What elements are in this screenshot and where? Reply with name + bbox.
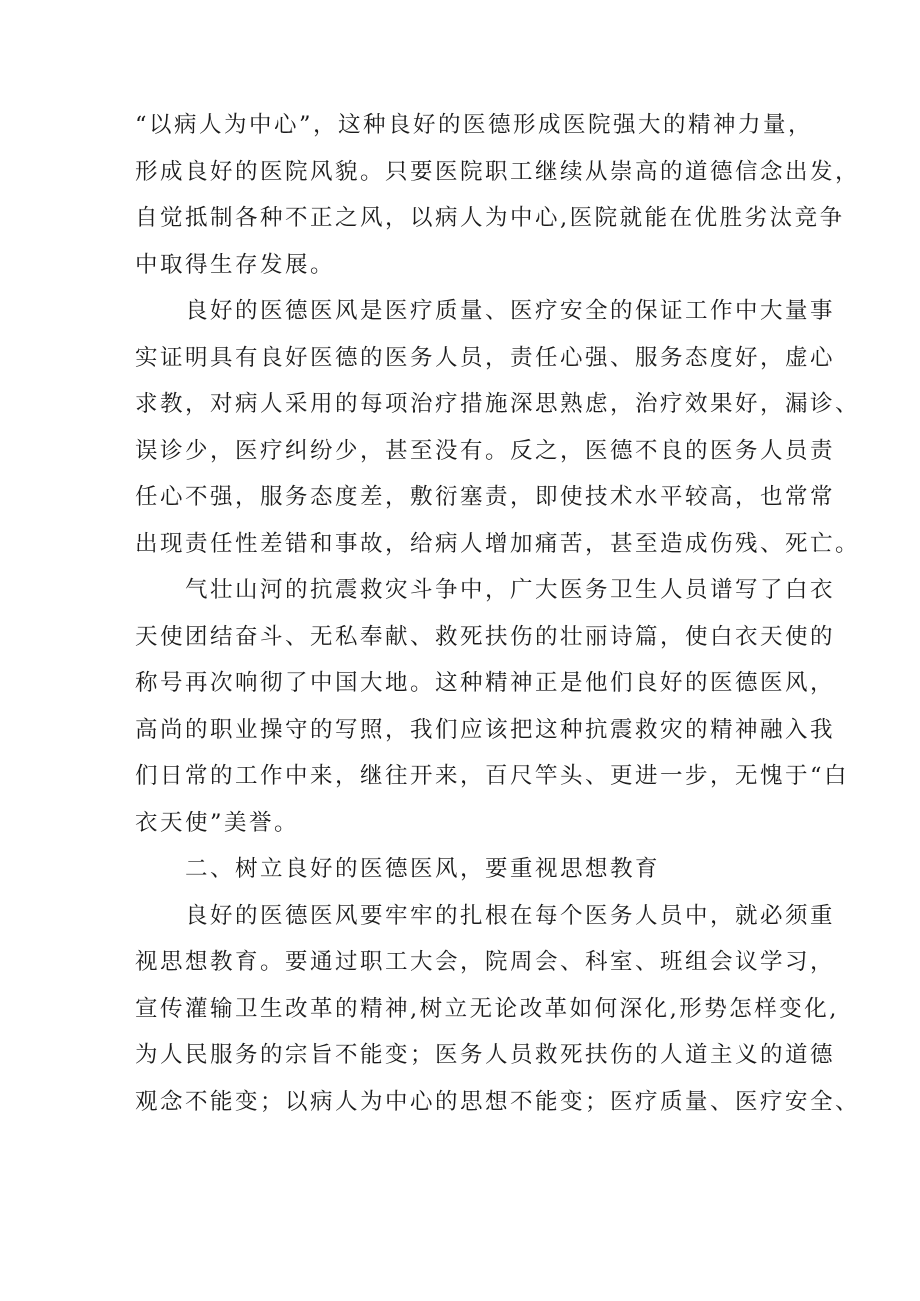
text-line: 任心不强，服务态度差，敷衍塞责，即使技术水平较高，也常常 <box>135 484 836 510</box>
text-line: 视思想教育。要通过职工大会，院周会、科室、班组会议学习， <box>135 949 836 975</box>
text-line: 求教，对病人采用的每项治疗措施深思熟虑，治疗效果好，漏诊、 <box>135 391 861 417</box>
text-line: 良好的医德医风是医疗质量、医疗安全的保证工作中大量事 <box>185 298 836 324</box>
text-line: 气壮山河的抗震救灾斗争中，广大医务卫生人员谱写了白衣 <box>185 577 836 603</box>
text-line: 称号再次响彻了中国大地。这种精神正是他们良好的医德医风， <box>135 670 836 696</box>
text-line: 良好的医德医风要牢牢的扎根在每个医务人员中，就必须重 <box>185 902 836 929</box>
text-line: 衣天使”美誉。 <box>135 809 300 836</box>
text-line: 自觉抵制各种不正之风，以病人为中心,医院就能在优胜劣汰竞争 <box>135 205 845 231</box>
text-line: 实证明具有良好医德的医务人员，责任心强、服务态度好，虚心 <box>135 344 836 371</box>
text-line: 观念不能变；以病人为中心的思想不能变；医疗质量、医疗安全、 <box>135 1088 861 1115</box>
text-line: 为人民服务的宗旨不能变；医务人员救死扶伤的人道主义的道德 <box>135 1042 836 1068</box>
text-line: 形成良好的医院风貌。只要医院职工继续从崇高的道德信念出发， <box>135 158 861 185</box>
text-line: 宣传灌输卫生改革的精神,树立无论改革如何深化,形势怎样变化, <box>135 995 839 1022</box>
text-line: 中取得生存发展。 <box>135 251 336 278</box>
text-line: 出现责任性差错和事故，给病人增加痛苦，甚至造成伤残、死亡。 <box>135 530 861 557</box>
text-line: 天使团结奋斗、无私奉献、救死扶伤的壮丽诗篇，使白衣天使的 <box>135 623 836 650</box>
text-line: 们日常的工作中来，继往开来，百尺竿头、更进一步，无愧于“白 <box>135 763 850 789</box>
text-line: 二、树立良好的医德医风，要重视思想教育 <box>185 856 661 882</box>
text-line: 高尚的职业操守的写照，我们应该把这种抗震救灾的精神融入我 <box>135 716 836 743</box>
text-line: “以病人为中心”，这种良好的医德形成医院强大的精神力量， <box>135 112 814 138</box>
text-line: 误诊少，医疗纠纷少，甚至没有。反之，医德不良的医务人员责 <box>135 437 836 464</box>
body-text <box>135 102 861 1125</box>
